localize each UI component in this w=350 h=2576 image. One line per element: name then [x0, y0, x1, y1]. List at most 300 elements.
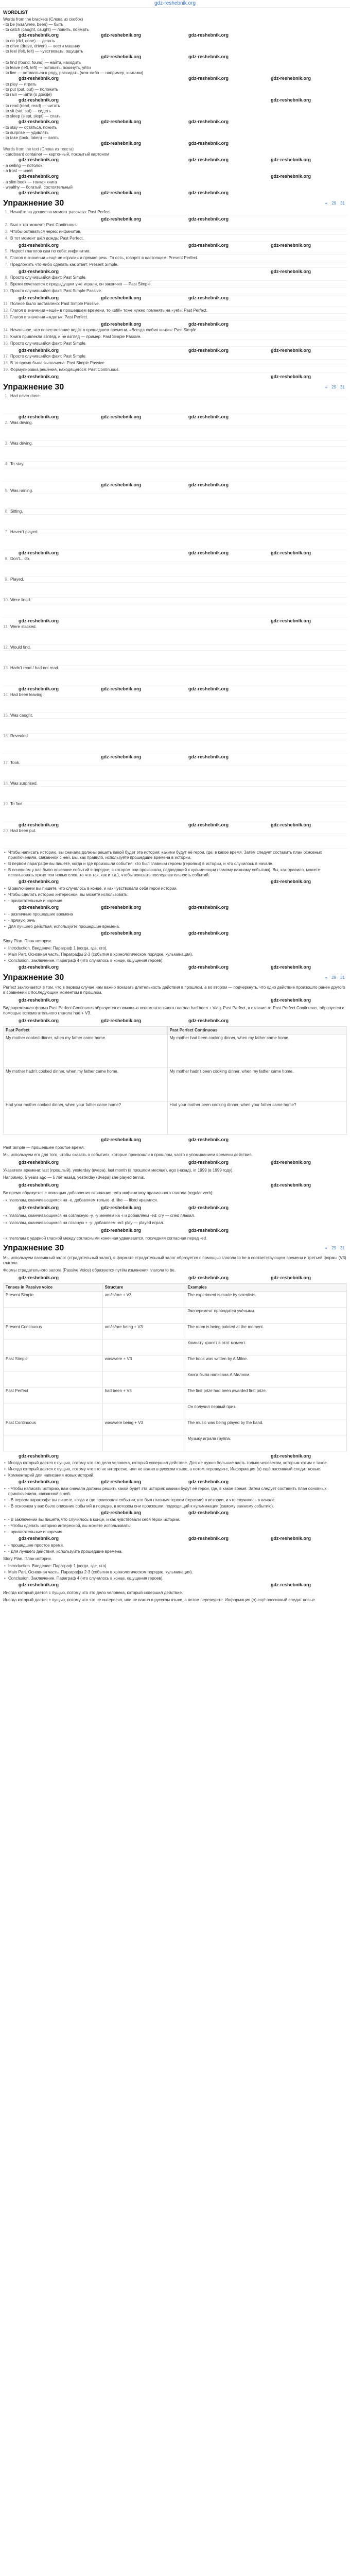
- watermark-row: [3, 879, 347, 885]
- watermark-text: gdz-reshebnik.org: [188, 216, 229, 222]
- passive-cell: am/is/are + V3: [102, 1292, 185, 1308]
- task-row: [3, 301, 347, 307]
- watermark-row: [3, 1536, 347, 1542]
- compare-cell: My mother cooked dinner, when my father came home.: [4, 1035, 168, 1068]
- answer-spacer: [3, 672, 347, 686]
- pager-page[interactable]: 29: [331, 1246, 337, 1250]
- task-answer: Were stacked.: [10, 624, 37, 629]
- watermark-row: [3, 119, 347, 125]
- watermark-row: [3, 1137, 347, 1143]
- pager: [323, 973, 347, 983]
- watermark-row: [3, 76, 347, 82]
- task-answer: В тот момент шёл дождь: Past Perfect.: [10, 236, 84, 241]
- task-row: [3, 713, 347, 719]
- passive-note: • - прошедшее простое время.: [3, 1543, 347, 1548]
- passive-cell: [102, 1371, 185, 1387]
- task-number: 11.: [3, 624, 9, 629]
- watermark-text: gdz-reshebnik.org: [271, 174, 311, 179]
- watermark-row: [3, 822, 347, 828]
- watermark-row: [3, 964, 347, 971]
- watermark-text: gdz-reshebnik.org: [19, 550, 59, 555]
- watermark-row: [3, 1275, 347, 1281]
- watermark-row: [3, 1510, 347, 1516]
- watermark-text: gdz-reshebnik.org: [19, 174, 59, 179]
- passive-outro: Иногда который дается с пущью, потому что это не интересно, или не важно в русском языке, а потом переведите. Информация (о) ещё пассивный следит новые.: [3, 1598, 316, 1602]
- watermark-text: gdz-reshebnik.org: [19, 1582, 59, 1587]
- task-answer: Начальное, что повествование ведёт в прошедшем времени. «Всегда любил книги»: Past Simple.: [10, 328, 198, 332]
- task-number: 2.: [5, 223, 8, 227]
- note-line: • Для лучшего действия, используйте прошедшие времена.: [3, 924, 347, 929]
- passive-cell: [4, 1435, 103, 1451]
- watermark-text: gdz-reshebnik.org: [19, 76, 59, 81]
- task-number: 8.: [5, 275, 8, 280]
- watermark-text: gdz-reshebnik.org: [19, 1453, 59, 1459]
- note-line: • - прямую речь: [3, 918, 347, 923]
- watermark-text: gdz-reshebnik.org: [188, 190, 229, 195]
- answer-spacer: [3, 563, 347, 577]
- task-number: 8.: [5, 556, 8, 561]
- passive-note: • - Чтобы написать историю, вам сначала должны решить какой будет эта история: какими будут её герои, где, в какое время. Затем следует составить план основных приключениям, связанной с ней.: [3, 1486, 347, 1497]
- watermark-text: gdz-reshebnik.org: [271, 1453, 311, 1459]
- task-row: [3, 210, 347, 215]
- grammar-note: - к глаголам, оканчивающимся на гласную + -у: добавляем -ed: play — played играл.: [3, 1221, 164, 1225]
- task-number: 12.: [3, 645, 9, 650]
- task-row: [3, 341, 347, 347]
- plan-title: Story Plan. План истории.: [3, 1556, 52, 1561]
- watermark-text: gdz-reshebnik.org: [188, 822, 229, 827]
- task-answer: Время сочетается с предыдущим уже играли, он закончил — Past Simple.: [10, 282, 152, 286]
- watermark-row: [3, 374, 347, 380]
- task-answer: Формулировка решения, находящегося: Past Continuous.: [10, 367, 120, 372]
- watermark-text: gdz-reshebnik.org: [271, 618, 311, 623]
- task-answer: Would find.: [10, 645, 31, 650]
- watermark-text: gdz-reshebnik.org: [19, 295, 59, 300]
- passive-cell: [4, 1371, 103, 1387]
- compare-cell: My mother hadn't cooked dinner, when my father came home.: [4, 1068, 168, 1101]
- watermark-text: gdz-reshebnik.org: [188, 1510, 229, 1515]
- task-number: 9.: [5, 282, 8, 286]
- task-number: 17.: [3, 354, 9, 359]
- passive-note: • Иногда который дается с пущью, потому что это не интересно, или не важно в русском языке, а потом переведите, Информация (о) ещё пассивный следит новые.: [3, 1467, 347, 1472]
- task-answer: Чтобы оставаться через: инфинитив.: [10, 229, 82, 234]
- answer-spacer: [3, 767, 347, 781]
- grammar-note: Past Simple — прошедшее простое время.: [3, 1145, 85, 1150]
- pager-prev-button[interactable]: «: [325, 201, 328, 206]
- watermark-row: [3, 157, 347, 163]
- answer-spacer: [3, 835, 347, 849]
- watermark-row: [3, 97, 347, 104]
- answer-spacer: [3, 740, 347, 754]
- task-number: 20.: [3, 828, 9, 833]
- task-number: 14.: [3, 692, 9, 697]
- section-heading: Упражнение 30: [3, 1244, 64, 1252]
- task-row: [3, 315, 347, 320]
- passive-header: Structure: [102, 1284, 185, 1292]
- passive-row: [4, 1371, 347, 1387]
- site-domain[interactable]: gdz-reshebnik.org: [154, 1, 196, 6]
- watermark-text: gdz-reshebnik.org: [19, 348, 59, 353]
- wordlist-text-item: - wealthy — богатый, состоятельный: [3, 185, 73, 190]
- grammar-note: Во время образуется с помощью добавления окончания -ed к инфинитиву правильного глагола (regular verb):: [3, 1191, 214, 1195]
- passive-note: • - В первом параграфе вы пишете, когда и где произошли события, кто был главным героем (героями) в истории, и что случилось в начале.: [3, 1498, 347, 1503]
- task-row: [3, 256, 347, 261]
- watermark-text: gdz-reshebnik.org: [19, 97, 59, 103]
- watermark-text: gdz-reshebnik.org: [188, 550, 229, 555]
- wordlist-item: - to drive (drove, driven) — вести машину: [3, 44, 80, 48]
- passive-cell: was/were being + V3: [102, 1419, 185, 1435]
- task-number: 6.: [5, 256, 8, 260]
- answer-spacer: [3, 448, 347, 462]
- task-row: [3, 223, 347, 228]
- answer-spacer: [3, 468, 347, 482]
- task-row: [3, 420, 347, 426]
- passive-note: • - В заключении вы пишете, что случилось в конце, и как чувствовали себя герои истории.: [3, 1517, 347, 1522]
- watermark-row: [3, 348, 347, 354]
- watermark-text: gdz-reshebnik.org: [101, 1510, 142, 1515]
- watermark-text: gdz-reshebnik.org: [101, 216, 142, 222]
- task-row: [3, 509, 347, 515]
- passive-note: • - Для лучшего действия, используйте прошедшие времена.: [3, 1549, 347, 1554]
- watermark-row: [3, 216, 347, 223]
- watermark-text: gdz-reshebnik.org: [19, 1275, 59, 1280]
- watermark-row: [3, 905, 347, 911]
- exercise-section: [3, 198, 347, 380]
- watermark-text: gdz-reshebnik.org: [101, 686, 142, 691]
- task-number: 17.: [3, 760, 9, 765]
- pager-prev-button[interactable]: «: [325, 1246, 328, 1250]
- wordlist-item: - to stay — остаться, пожить: [3, 125, 57, 130]
- pager-page[interactable]: 29: [331, 385, 337, 389]
- note-line: • Чтобы написать историю, вы сначала должны решить какой будет эта история: какими будут её герои, где, в какое время. Затем следует составить план основных приключениям, связанной с ней. Вы, как правило, используете прошедшие времена в истории.: [3, 850, 347, 860]
- passive-row: [4, 1387, 347, 1403]
- watermark-text: gdz-reshebnik.org: [188, 119, 229, 124]
- task-number: 10.: [3, 598, 9, 602]
- task-answer: To find.: [10, 802, 24, 806]
- watermark-text: gdz-reshebnik.org: [188, 1536, 229, 1541]
- watermark-text: gdz-reshebnik.org: [19, 1018, 59, 1023]
- watermark-row: [3, 1160, 347, 1166]
- watermark-text: gdz-reshebnik.org: [19, 686, 59, 691]
- task-row: [3, 282, 347, 287]
- pager: [323, 198, 347, 209]
- watermark-text: gdz-reshebnik.org: [19, 157, 59, 162]
- watermark-text: gdz-reshebnik.org: [19, 1479, 59, 1484]
- watermark-row: [3, 1228, 347, 1234]
- task-row: [3, 289, 347, 294]
- section-heading: Упражнение 30: [3, 199, 64, 208]
- task-number: 7.: [5, 530, 8, 534]
- passive-cell: Past Simple: [4, 1355, 103, 1371]
- grammar-note: - к глаголам, оканчивающимся на согласную -у, -у меняем на -i и добавляем -ed: cry — cried плакал.: [3, 1213, 195, 1218]
- task-answer: Had never done.: [10, 394, 41, 398]
- note-line: • Чтобы сделать историю интересной, вы можете использовать:: [3, 892, 347, 897]
- passive-row: [4, 1308, 347, 1324]
- task-answer: Просто случившийся факт: Past Simple.: [10, 341, 86, 346]
- compare-cell: My mother had been cooking dinner, when my father came home.: [167, 1035, 346, 1068]
- passive-note: • - Чтобы сделать историю интересной, вы можете использовать:: [3, 1523, 347, 1529]
- passive-cell: [4, 1340, 103, 1355]
- note-line: • В первом параграфе вы пишете, когда и где произошли события, кто был главным героем (героями) в истории, и что случилось в начале.: [3, 861, 347, 867]
- task-row: [3, 598, 347, 603]
- answer-spacer: [3, 631, 347, 645]
- watermark-row: [3, 269, 347, 275]
- watermark-text: gdz-reshebnik.org: [188, 414, 229, 419]
- pager-prev-button[interactable]: «: [325, 385, 328, 389]
- section-title: [3, 198, 347, 209]
- passive-note: • - В основном у вас было описание событий в порядке, в котором они произошли, подводящий к кульминации (самому важному событию).: [3, 1504, 347, 1509]
- task-row: [3, 624, 347, 630]
- task-number: 3.: [5, 229, 8, 234]
- watermark-text: gdz-reshebnik.org: [101, 1018, 142, 1023]
- task-row: [3, 488, 347, 494]
- watermark-text: gdz-reshebnik.org: [101, 295, 142, 300]
- task-answer: To stay.: [10, 462, 24, 466]
- task-answer: Был к тот момент: Past Continuous.: [10, 223, 78, 227]
- answer-spacer: [3, 788, 347, 802]
- note-line: • - прилагательные и наречия: [3, 899, 347, 904]
- task-row: [3, 262, 347, 268]
- passive-cell: The experiment is made by scientists.: [185, 1292, 347, 1308]
- wordlist-item: - to sit (sat, sat) — сидеть: [3, 109, 51, 113]
- answer-spacer: [3, 652, 347, 666]
- passive-row: [4, 1340, 347, 1355]
- task-row: [3, 361, 347, 366]
- watermark-row: [3, 1018, 347, 1024]
- task-answer: Was driving.: [10, 420, 33, 425]
- page-content: [0, 10, 350, 1603]
- task-answer: Was raining.: [10, 488, 33, 493]
- watermark-row: [3, 1479, 347, 1485]
- task-row: [3, 462, 347, 467]
- answer-spacer: [3, 427, 347, 441]
- passive-cell: The first prize had been awarded first prize.: [185, 1387, 347, 1403]
- compare-row: [4, 1068, 347, 1101]
- watermark-row: [3, 414, 347, 420]
- section-title: [3, 973, 347, 983]
- passive-cell: [102, 1403, 185, 1419]
- passive-cell: [4, 1308, 103, 1324]
- watermark-text: gdz-reshebnik.org: [101, 1228, 142, 1233]
- passive-cell: Он получил первый приз.: [185, 1403, 347, 1419]
- grammar-note: Например, 5 years ago — 5 лет назад, yesterday (Вчера) she played tennis.: [3, 1175, 145, 1180]
- task-answer: Начнёте на дюшес на момент рассказа: Past Perfect.: [10, 210, 112, 214]
- task-answer: В то время была выплачена: Past Simple Passive.: [10, 361, 106, 365]
- task-number: 2.: [5, 420, 8, 425]
- wordlist-title: WORDLIST: [3, 10, 28, 15]
- task-row: [3, 275, 347, 281]
- watermark-text: gdz-reshebnik.org: [101, 321, 142, 327]
- compare-header: Past Perfect: [4, 1027, 168, 1035]
- watermark-row: [3, 32, 347, 39]
- task-row: [3, 354, 347, 360]
- watermark-text: gdz-reshebnik.org: [188, 54, 229, 59]
- pager-next-button[interactable]: 31: [340, 385, 345, 389]
- watermark-text: gdz-reshebnik.org: [19, 269, 59, 274]
- watermark-text: gdz-reshebnik.org: [271, 348, 311, 353]
- watermark-text: gdz-reshebnik.org: [19, 997, 59, 1003]
- watermark-text: gdz-reshebnik.org: [271, 1275, 311, 1280]
- passive-note: • Иногда который дается с пущью, потому что это дело человека, который совершил действие. Для же нужно большие часть только человеком, которым хотим с такое.: [3, 1461, 347, 1466]
- watermark-text: gdz-reshebnik.org: [19, 964, 59, 970]
- task-answer: Had been put.: [10, 828, 37, 833]
- passive-cell: Комнату красят в этот момент.: [185, 1340, 347, 1355]
- task-row: [3, 828, 347, 834]
- answer-spacer: [3, 495, 347, 509]
- task-row: [3, 666, 347, 671]
- passive-cell: [4, 1403, 103, 1419]
- compare-row: [4, 1101, 347, 1135]
- watermark-row: [3, 54, 347, 60]
- watermark-text: gdz-reshebnik.org: [19, 32, 59, 38]
- task-row: [3, 367, 347, 373]
- passive-header-row: [4, 1284, 347, 1292]
- task-number: 14.: [3, 328, 9, 332]
- passive-outro: Иногда который дается с пущью, потому что это дело человека, который совершил действие.: [3, 1590, 183, 1595]
- watermark-text: gdz-reshebnik.org: [19, 618, 59, 623]
- passive-intro: Мы используем пассивный залог (страдательный залог), в формате страдательный залог образуется с помощью глагола to be в соответствующем времени и третьей формы (V3) глагола.: [3, 1256, 346, 1265]
- passive-cell: Present Continuous: [4, 1324, 103, 1340]
- watermark-row: [3, 190, 347, 196]
- answer-spacer: [3, 604, 347, 618]
- watermark-text: gdz-reshebnik.org: [101, 905, 142, 910]
- watermark-text: gdz-reshebnik.org: [271, 879, 311, 884]
- pager-next-button[interactable]: 31: [340, 975, 345, 980]
- task-row: [3, 441, 347, 447]
- task-answer: Нарост глаголов сам по себе: инфинитив.: [10, 249, 91, 253]
- wordlist-item: - to take (took, taken) — взять: [3, 135, 59, 140]
- watermark-text: gdz-reshebnik.org: [19, 190, 59, 195]
- watermark-text: gdz-reshebnik.org: [188, 964, 229, 970]
- passive-note: • - прилагательные и наречия: [3, 1530, 347, 1535]
- passive-cell: [102, 1308, 185, 1324]
- wordlist-item: - to live — оставаться в ряду, раскидать (чем-либо — например, книгами): [3, 71, 144, 75]
- pager-next-button[interactable]: 31: [340, 201, 345, 206]
- watermark-text: gdz-reshebnik.org: [19, 414, 59, 419]
- task-number: 7.: [5, 262, 8, 267]
- watermark-text: gdz-reshebnik.org: [271, 157, 311, 162]
- task-row: [3, 229, 347, 235]
- watermark-text: gdz-reshebnik.org: [188, 1228, 229, 1233]
- watermark-text: gdz-reshebnik.org: [271, 1182, 311, 1188]
- task-number: 19.: [3, 367, 9, 372]
- pager-page[interactable]: 29: [331, 975, 337, 980]
- pager: [323, 1243, 347, 1253]
- watermark-text: gdz-reshebnik.org: [19, 1160, 59, 1165]
- section-title: [3, 1243, 347, 1253]
- answer-spacer: [3, 699, 347, 713]
- watermark-text: gdz-reshebnik.org: [101, 754, 142, 759]
- grammar-para: Perfect заключается в том, что в первом случае нам важно показать длительность действия в прошлом, а во втором — подчеркнуть, что одно действие произошло ранее другого в сравнении с последующим моментом в прошлом.: [3, 985, 345, 995]
- watermark-text: gdz-reshebnik.org: [19, 879, 59, 884]
- passive-cell: Past Continuous: [4, 1419, 103, 1435]
- answer-spacer: [3, 720, 347, 734]
- watermark-text: gdz-reshebnik.org: [271, 269, 311, 274]
- watermark-text: gdz-reshebnik.org: [188, 76, 229, 81]
- watermark-text: gdz-reshebnik.org: [271, 76, 311, 81]
- pager-next-button[interactable]: 31: [340, 1246, 345, 1250]
- watermark-row: [3, 997, 347, 1004]
- watermark-row: [3, 174, 347, 180]
- passive-cell: The room is being painted at the moment.: [185, 1324, 347, 1340]
- task-row: [3, 394, 347, 399]
- task-number: 9.: [5, 577, 8, 582]
- answer-spacer: [3, 808, 347, 822]
- answer-spacer: [3, 516, 347, 530]
- passive-row: [4, 1355, 347, 1371]
- task-row: [3, 236, 347, 242]
- task-number: 19.: [3, 802, 9, 806]
- passive-row: [4, 1403, 347, 1419]
- compare-header-row: [4, 1027, 347, 1035]
- grammar-note: Мы используем его для того, чтобы сказать о событиях, которые произошли в прошлом, часто с упоминанием времени действия.: [3, 1153, 253, 1157]
- watermark-text: gdz-reshebnik.org: [19, 1182, 59, 1188]
- passive-table: [3, 1283, 347, 1451]
- plan-item: • Main Part. Основная часть. Параграфы 2-3 (события в хронологическом порядке, кульминация).: [3, 1570, 347, 1575]
- task-answer: Глагол в значении «ещё» в прошедшем времени, то «still» тоже нужно поменять на «yet»: Past Perfect.: [10, 308, 207, 313]
- task-answer: Предложить что-либо сделать как ответ: Present Simple.: [10, 262, 118, 267]
- task-number: 3.: [5, 441, 8, 446]
- grammar-note: - к глаголам, оканчивающимся на -е, добавляем только -d. like — liked нравился.: [3, 1198, 158, 1202]
- compare-table: [3, 1026, 347, 1135]
- exercise-section: [3, 382, 347, 971]
- watermark-text: gdz-reshebnik.org: [19, 1205, 59, 1210]
- task-answer: Просто случившийся факт: Past Simple.: [10, 275, 86, 280]
- watermark-text: gdz-reshebnik.org: [188, 32, 229, 38]
- site-header[interactable]: [0, 0, 350, 8]
- note-line: • В заключении вы пишете, что случилось в конце, и как чувствовали себя герои истории.: [3, 886, 347, 891]
- watermark-text: gdz-reshebnik.org: [188, 157, 229, 162]
- plan-item: • Conclusion. Заключение. Параграф 4 (что случилось в конце, ощущения героев).: [3, 958, 347, 963]
- task-answer: Sitting.: [10, 509, 23, 514]
- task-number: 5.: [5, 249, 8, 253]
- watermark-row: [3, 1182, 347, 1189]
- wordlist-text-title: Words from the text (Слова из текста): [3, 147, 74, 151]
- pager-prev-button[interactable]: «: [325, 975, 328, 980]
- task-number: 5.: [5, 488, 8, 493]
- task-number: 1.: [5, 394, 8, 398]
- watermark-text: gdz-reshebnik.org: [271, 243, 311, 248]
- watermark-text: gdz-reshebnik.org: [19, 905, 59, 910]
- wordlist-item: - to surprise — удивлять: [3, 130, 49, 135]
- compare-row: [4, 1035, 347, 1068]
- passive-cell: Музыку играла группа.: [185, 1435, 347, 1451]
- passive-cell: The music was being played by the band.: [185, 1419, 347, 1435]
- task-number: 18.: [3, 781, 9, 786]
- passive-intro: Формы страдательного залога (Passive Voice) образуются путём изменения глагола to be.: [3, 1268, 176, 1273]
- note-line: • - различные прошедшие времена: [3, 912, 347, 917]
- plan-item: • Conclusion. Заключение. Параграф 4 (что случилось в конце, ощущения героев).: [3, 1576, 347, 1581]
- task-answer: Was surprised.: [10, 781, 38, 786]
- task-row: [3, 781, 347, 787]
- task-number: 13.: [3, 666, 9, 670]
- watermark-text: gdz-reshebnik.org: [101, 141, 142, 146]
- passive-cell: Книга была написана А.Милном.: [185, 1371, 347, 1387]
- wordlist-item: - to read (read, read) — читать: [3, 104, 60, 108]
- watermark-text: gdz-reshebnik.org: [101, 119, 142, 124]
- wordlist-item: - to find (found, found) — найти, находить: [3, 60, 81, 65]
- watermark-text: gdz-reshebnik.org: [101, 482, 142, 487]
- passive-cell: Эксперимент проводится учёными.: [185, 1308, 347, 1324]
- passive-row: [4, 1324, 347, 1340]
- watermark-text: gdz-reshebnik.org: [101, 414, 142, 419]
- watermark-text: gdz-reshebnik.org: [101, 32, 142, 38]
- answer-spacer: [3, 584, 347, 598]
- grammar-para: Видовременная форма Past Perfect Continuous образуется с помощью вспомогательного глагола had been + Ving. Past Perfect, в отличие от Past Perfect Continuous, образуется с помощью вспомогательного глагола had + V3.: [3, 1006, 344, 1015]
- pager-page[interactable]: 29: [331, 201, 337, 206]
- plan-item: • Introduction. Введение: Параграф 1 (когда, где, кто).: [3, 946, 347, 951]
- watermark-row: [3, 686, 347, 692]
- watermark-text: gdz-reshebnik.org: [188, 1137, 229, 1142]
